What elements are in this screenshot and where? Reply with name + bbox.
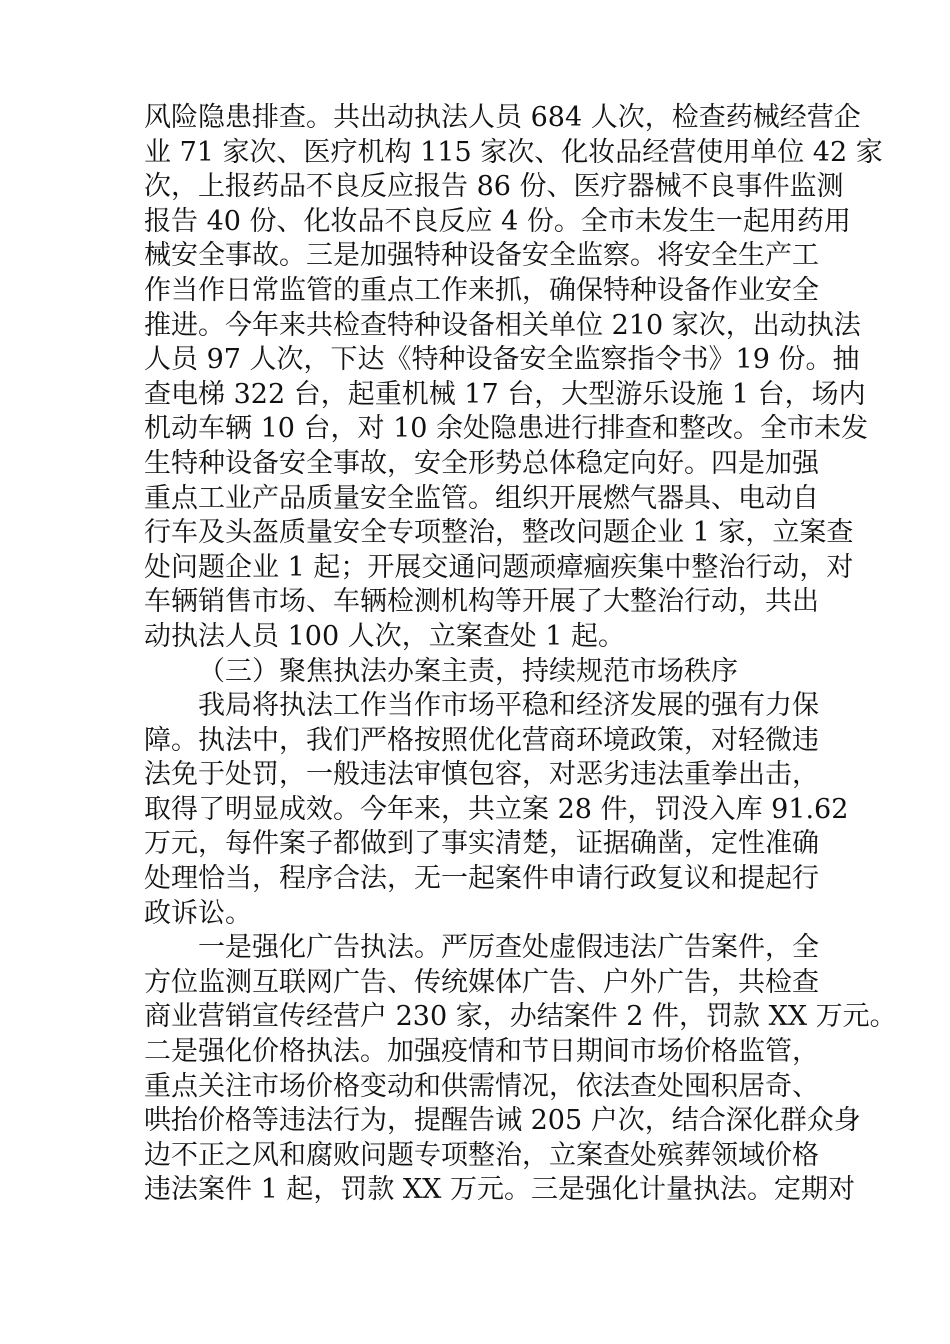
text-line: 风险隐患排查。共出动执法人员 684 人次，检查药械经营企 [144,102,861,133]
text-line: 次，上报药品不良反应报告 86 份、医疗器械不良事件监测 [144,171,844,203]
text-line: 取得了明显成效。今年来，共立案 28 件，罚没入库 91.62 [144,793,849,825]
body-text [144,101,897,1208]
text-line: 作当作日常监管的重点工作来抓，确保特种设备作业安全 [144,274,819,306]
text-line: 万元，每件案子都做到了事实清楚，证据确凿，定性准确 [144,828,819,860]
text-line: 政诉讼。 [144,897,252,929]
text-line: 处理恰当，程序合法，无一起案件申请行政复议和提起行 [144,863,819,895]
text-line: 哄抬价格等违法行为，提醒告诫 205 户次，结合深化群众身 [144,1105,861,1137]
text-line: 障。执法中，我们严格按照优化营商环境政策，对轻微违 [144,724,819,756]
text-line: 动执法人员 100 人次，立案查处 1 起。 [144,620,626,652]
text-line: 报告 40 份、化妆品不良反应 4 份。全市未发生一起用药用 [144,205,851,237]
text-line: 行车及头盔质量安全专项整治，整改问题企业 1 家，立案查 [144,517,854,549]
paragraph-start: 一是强化广告执法。严厉查处虚假违法广告案件，全 [198,932,819,964]
section-heading: （三）聚焦执法办案主责，持续规范市场秩序 [198,655,738,687]
text-line: 车辆销售市场、车辆检测机构等开展了大整治行动，共出 [144,586,819,618]
text-line: 边不正之风和腐败问题专项整治，立案查处殡葬领域价格 [144,1139,819,1171]
text-line: 法免于处罚，一般违法审慎包容，对恶劣违法重拳出击， [144,759,819,791]
text-line: 查电梯 322 台，起重机械 17 台，大型游乐设施 1 台，场内 [144,378,866,410]
text-line: 方位监测互联网广告、传统媒体广告、户外广告，共检查 [144,966,819,998]
text-line: 二是强化价格执法。加强疫情和节日期间市场价格监管， [144,1036,819,1068]
paragraph-start: 我局将执法工作当作市场平稳和经济发展的强有力保 [198,690,819,722]
text-line: 推进。今年来共检查特种设备相关单位 210 家次，出动执法 [144,309,861,341]
text-line: 处问题企业 1 起；开展交通问题顽瘴痼疾集中整治行动，对 [144,551,854,583]
text-line: 械安全事故。三是加强特种设备安全监察。将安全生产工 [144,240,819,272]
text-line: 商业营销宣传经营户 230 家，办结案件 2 件，罚款 XX 万元。 [144,1001,897,1033]
text-line: 生特种设备安全事故，安全形势总体稳定向好。四是加强 [144,447,819,479]
text-line: 重点关注市场价格变动和供需情况，依法查处囤积居奇、 [144,1070,819,1102]
text-line: 重点工业产品质量安全监管。组织开展燃气器具、电动自 [144,482,819,514]
text-line: 机动车辆 10 台，对 10 余处隐患进行排查和整改。全市未发 [144,413,869,445]
text-line: 人员 97 人次，下达《特种设备安全监察指令书》19 份。抽 [144,344,860,376]
text-line: 业 71 家次、医疗机构 115 家次、化妆品经营使用单位 42 家 [144,136,883,168]
text-line: 违法案件 1 起，罚款 XX 万元。三是强化计量执法。定期对 [144,1174,855,1206]
